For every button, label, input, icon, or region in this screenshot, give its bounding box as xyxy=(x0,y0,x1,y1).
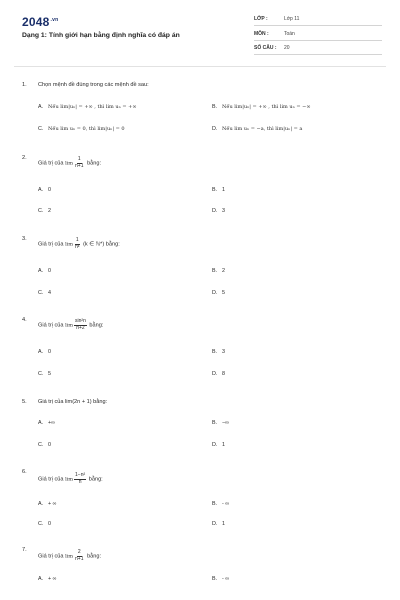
option-c[interactable]: C. 0 xyxy=(38,521,51,527)
option-c[interactable]: C. 2 xyxy=(38,208,51,214)
fraction: $\frac{\text{sin²n}}{n+2}$ xyxy=(75,318,86,331)
question-text: Giá trị của lim $\frac{1}{n+1}$ bằng: xyxy=(38,156,102,169)
option-b[interactable]: B. −∞ xyxy=(212,420,229,426)
question-text: Giá trị của lim $\frac{\text{sin²n}}{n+2}$ bằng: xyxy=(38,318,104,331)
class-value: Lớp 11 xyxy=(284,16,300,22)
fraction: $\frac{1}{\text{nᵏ}}$ xyxy=(75,237,80,250)
option-d[interactable]: D. 5 xyxy=(212,290,225,296)
option-b[interactable]: B. 3 xyxy=(212,349,225,355)
option-c[interactable]: C. 0 xyxy=(38,442,51,448)
option-a[interactable]: A. +∞ xyxy=(38,420,55,426)
fraction: $\frac{1}{n+1}$ xyxy=(75,156,84,169)
question-text: Giá trị của lim(2n + 1) bằng: xyxy=(38,399,108,405)
option-b[interactable]: B. Nếu lim|uₙ| = +∞ , thì lim uₙ = −∞ xyxy=(212,104,311,110)
fraction: $\frac{\text{1−n²}}{n}$ xyxy=(75,472,86,485)
option-a[interactable]: A. + ∞ xyxy=(38,576,57,582)
question-text: Giá trị của lim $\frac{2}{n+1}$ bằng: xyxy=(38,549,102,562)
question-number: 5. xyxy=(22,399,27,405)
option-b[interactable]: B. 1 xyxy=(212,187,225,193)
question-text: Giá trị của lim $\frac{\text{1−n²}}{n}$ bằng: xyxy=(38,472,103,485)
question-number: 4. xyxy=(22,317,27,323)
option-a[interactable]: A. Nếu lim|uₙ| = +∞ , thì lim uₙ = +∞ xyxy=(38,104,137,110)
option-c[interactable]: C. Nếu lim uₙ = 0, thì lim|uₙ| = 0 xyxy=(38,126,125,132)
question-count-label: SỐ CÂU : xyxy=(254,45,277,51)
option-a[interactable]: A. 0 xyxy=(38,349,51,355)
site-logo[interactable]: $2048^{.vn}$ xyxy=(22,15,59,29)
option-a[interactable]: A. 0 xyxy=(38,268,51,274)
subject-value: Toán xyxy=(284,31,295,37)
option-d[interactable]: D. 8 xyxy=(212,371,225,377)
option-c[interactable]: C. 4 xyxy=(38,290,51,296)
question-number: 2. xyxy=(22,155,27,161)
worksheet-header xyxy=(0,0,400,64)
question-number: 7. xyxy=(22,547,27,553)
question-count-value: 20 xyxy=(284,45,290,51)
fraction: $\frac{2}{n+1}$ xyxy=(75,549,84,562)
option-b[interactable]: B. 2 xyxy=(212,268,225,274)
header-divider xyxy=(14,66,386,67)
document-title: Dạng 1: Tính giới hạn bằng định nghĩa có đáp án xyxy=(22,32,180,39)
option-b[interactable]: B. - ∞ xyxy=(212,501,230,507)
question-number: 6. xyxy=(22,469,27,475)
option-b[interactable]: B. - ∞ xyxy=(212,576,230,582)
class-label: LỚP : xyxy=(254,16,268,22)
subject-label: MÔN : xyxy=(254,31,269,37)
option-d[interactable]: D. 3 xyxy=(212,208,225,214)
class-field xyxy=(254,15,382,26)
question-count-field xyxy=(254,44,382,55)
question-text: Giá trị của lim $\frac{1}{\text{nᵏ}}$ (k ∈ ℕ*) bằng: xyxy=(38,237,120,250)
option-c[interactable]: C. 5 xyxy=(38,371,51,377)
option-d[interactable]: D. 1 xyxy=(212,521,225,527)
option-d[interactable]: D. 1 xyxy=(212,442,225,448)
subject-field xyxy=(254,30,382,41)
option-a[interactable]: A. + ∞ xyxy=(38,501,57,507)
question-number: 3. xyxy=(22,236,27,242)
option-a[interactable]: A. 0 xyxy=(38,187,51,193)
option-d[interactable]: D. Nếu lim uₙ = −a, thì lim|uₙ| = a xyxy=(212,126,303,132)
question-text: Chọn mệnh đề đúng trong các mệnh đề sau: xyxy=(38,82,149,88)
question-number: 1. xyxy=(22,82,27,88)
